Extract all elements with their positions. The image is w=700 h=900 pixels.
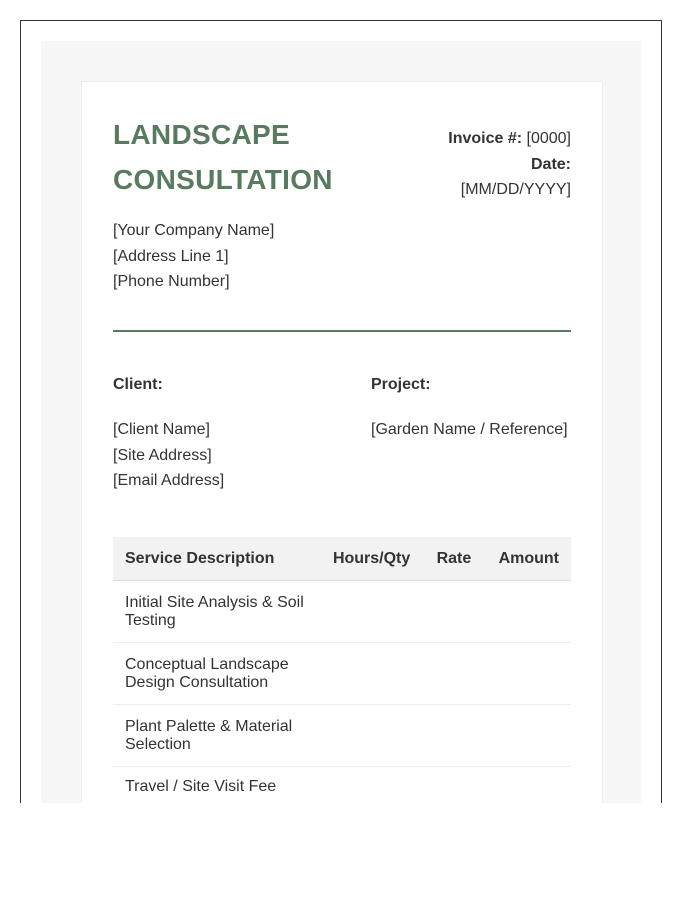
table-row [113,581,571,643]
company-address: [Address Line 1] [113,247,229,265]
row-rate [422,767,483,804]
invoice-number-label: Invoice #: [448,130,523,147]
client-email: [Email Address] [113,472,225,489]
services-table [113,537,571,803]
column-header-rate: Rate [422,537,483,581]
table-row [113,643,571,705]
date-label: Date: [530,155,571,173]
client-name: [Client Name] [113,421,210,438]
project-block [371,375,571,443]
table-header-row [113,537,571,581]
page-backdrop [41,41,641,803]
table-row [113,767,571,804]
date-value: [MM/DD/YYYY] [460,181,571,198]
table-row [113,705,571,767]
row-rate [422,643,483,705]
row-rate [422,581,483,643]
client-label: Client: [113,376,163,393]
project-label: Project: [371,376,431,393]
company-phone: [Phone Number] [113,273,230,290]
document-frame [20,20,662,803]
row-amount [483,581,571,643]
client-details [113,417,333,494]
title-line-1: LANDSCAPE [113,119,290,150]
invoice-sheet [81,81,603,803]
row-qty [317,643,422,705]
row-description: Conceptual Landscape Design Consultation [113,643,317,705]
project-reference: [Garden Name / Reference] [371,421,568,438]
client-site-address: [Site Address] [113,446,212,464]
section-divider [113,330,571,332]
client-block [113,375,333,494]
row-amount [483,705,571,767]
project-details [371,417,571,443]
column-header-qty: Hours/Qty [317,537,422,581]
row-rate [422,705,483,767]
invoice-title [113,112,373,202]
company-name: [Your Company Name] [113,222,275,239]
column-header-description: Service Description [113,537,317,581]
company-block [113,218,274,295]
row-description: Plant Palette & Material Selection [113,705,317,767]
row-amount [483,767,571,804]
invoice-number-line [371,126,571,152]
row-qty [317,705,422,767]
invoice-number-value: [0000] [526,130,571,147]
title-line-2: CONSULTATION [113,164,333,195]
invoice-meta [371,126,571,203]
row-description: Travel / Site Visit Fee [125,778,277,795]
row-qty [317,767,422,804]
row-amount [483,643,571,705]
row-qty [317,581,422,643]
row-description: Initial Site Analysis & Soil Testing [113,581,317,643]
column-header-amount: Amount [483,537,571,581]
